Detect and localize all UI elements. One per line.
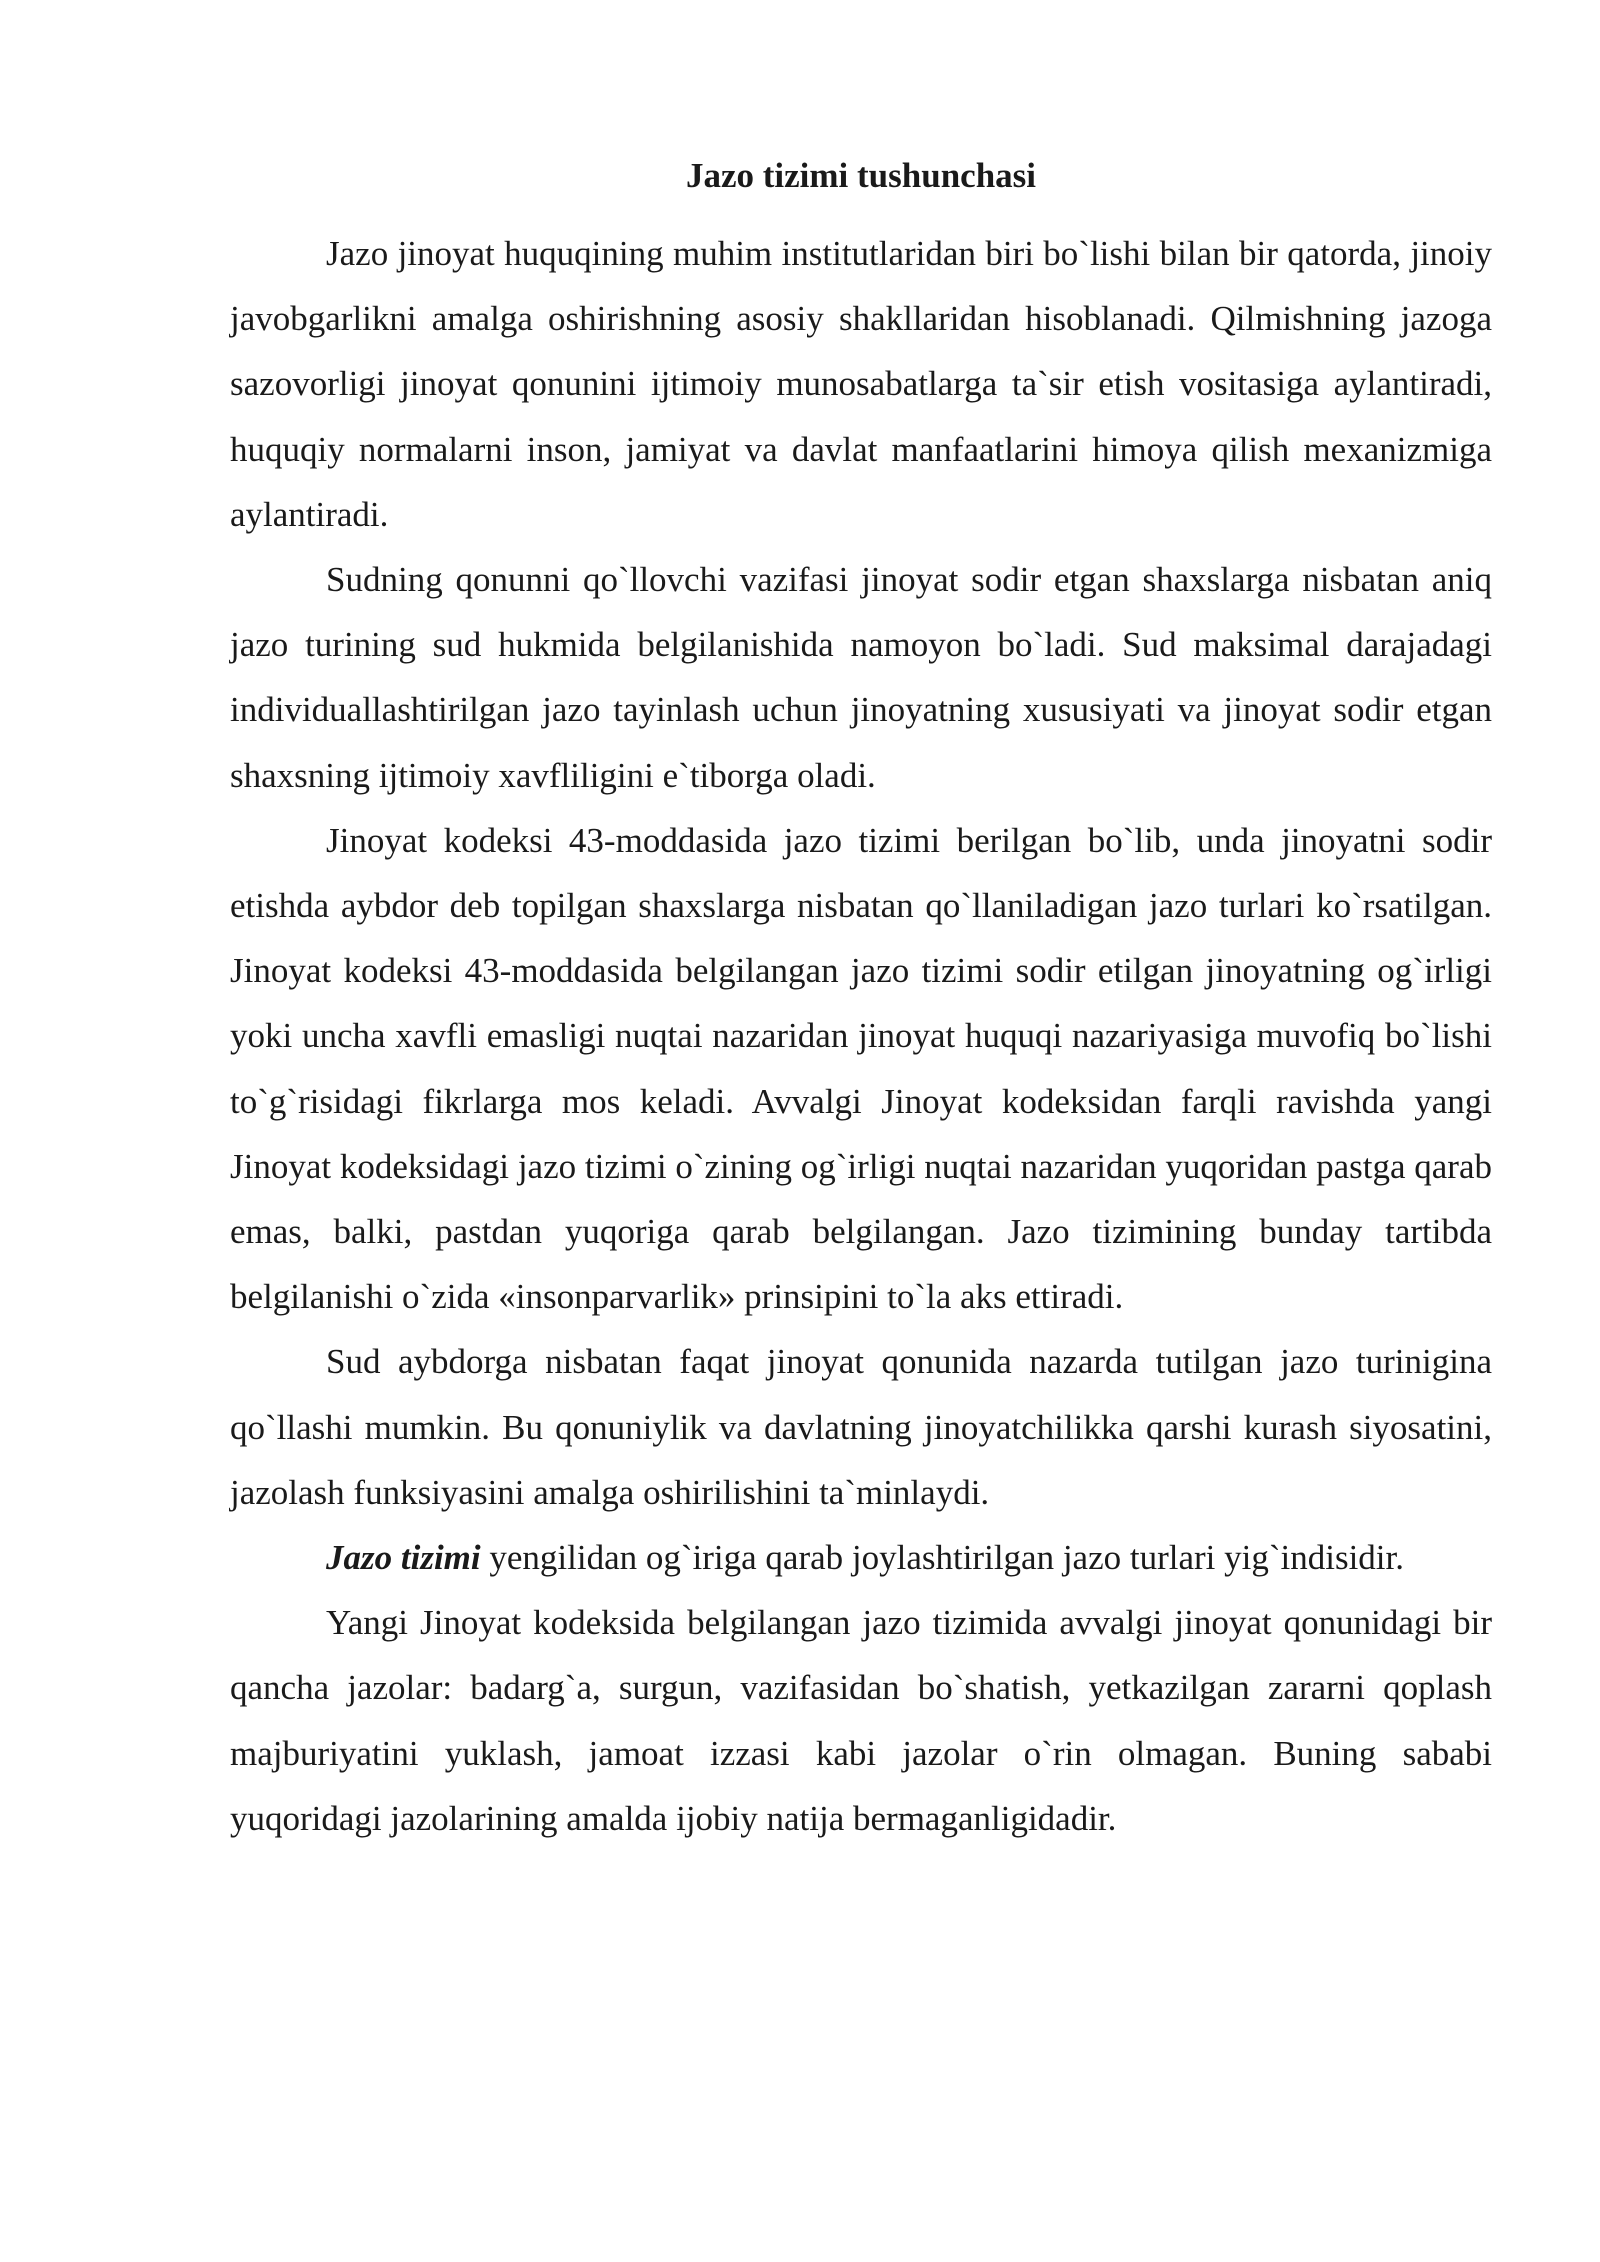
definition-term: Jazo tizimi xyxy=(326,1538,481,1578)
document-title: Jazo tizimi tushunchasi xyxy=(685,156,1037,195)
definition-paragraph xyxy=(230,1525,1492,1590)
paragraph-4: Sud aybdorga nisbatan faqat jinoyat qonunida nazarda tutilgan jazo turinigina qo`llashi mumkin. Bu qonuniylik va davlatning jinoyatchilikka qarshi kurash siyosatini, jazolash funksiyasini amalga oshirilishini ta`minlaydi. xyxy=(230,1342,1492,1512)
paragraph-final: Yangi Jinoyat kodeksida belgilangan jazo tizimida avvalgi jinoyat qonunidagi bir qancha jazolar: badarg`a, surgun, vazifasidan bo`shatish, yetkazilgan zararni qoplash majburiyatini yuklash, jamoat izzasi kabi jazolar o`rin olmagan. Buning sababi yuqoridagi jazolarining amalda ijobiy natija bermaganligidadir. xyxy=(230,1603,1492,1838)
paragraph-1: Jazo jinoyat huquqining muhim institutlaridan biri bo`lishi bilan bir qatorda, jinoiy javobgarlikni amalga oshirishning asosiy shakllaridan hisoblanadi. Qilmishning jazoga sazovorligi jinoyat qonunini ijtimoiy munosabatlarga ta`sir etish vositasiga aylantiradi, huquqiy normalarni inson, jamiyat va davlat manfaatlarini himoya qilish mexanizmiga aylantiradi. xyxy=(230,234,1492,534)
document-body xyxy=(230,148,1492,1851)
paragraph-3: Jinoyat kodeksi 43-moddasida jazo tizimi berilgan bo`lib, unda jinoyatni sodir etishda aybdor deb topilgan shaxslarga nisbatan qo`llaniladigan jazo turlari ko`rsatilgan. Jinoyat kodeksi 43-moddasida belgilangan jazo tizimi sodir etilgan jinoyatning og`irligi yoki uncha xavfli emasligi nuqtai nazaridan jinoyat huquqi nazariyasiga muvofiq bo`lishi to`g`risidagi fikrlarga mos keladi. Avvalgi Jinoyat kodeksidan farqli ravishda yangi Jinoyat kodeksidagi jazo tizimi o`zining og`irligi nuqtai nazaridan yuqoridan pastga qarab emas, balki, pastdan yuqoriga qarab belgilangan. Jazo tizimining bunday tartibda belgilanishi o`zida «insonparvarlik» prinsipini to`la aks ettiradi. xyxy=(230,820,1492,1317)
paragraph-2: Sudning qonunni qo`llovchi vazifasi jinoyat sodir etgan shaxslarga nisbatan aniq jazo turining sud hukmida belgilanishida namoyon bo`ladi. Sud maksimal darajadagi individuallashtirilgan jazo tayinlash uchun jinoyatning xususiyati va jinoyat sodir etgan shaxsning ijtimoiy xavfliligini e`tiborga oladi. xyxy=(230,560,1492,795)
definition-text: yengilidan og`iriga qarab joylashtirilgan jazo turlari yig`indisidir. xyxy=(480,1538,1405,1578)
